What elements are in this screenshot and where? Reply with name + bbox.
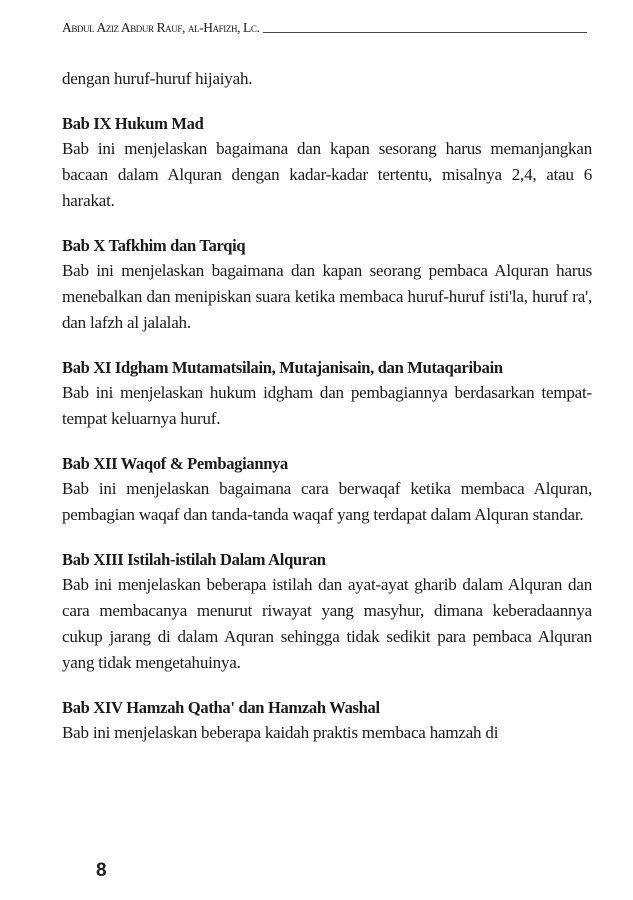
section-bab-12 [62, 452, 592, 528]
section-body: Bab ini menjelaskan beberapa istilah dan ayat-ayat gharib dalam Alquran dan cara membacanya menurut riwayat yang masyhur, dimana keberadaannya cukup jarang di dalam Aquran sehingga tidak sedikit para pembaca Alquran yang tidak mengetahuinya. [62, 575, 592, 672]
section-heading: Bab XIII Istilah-istilah Dalam Alquran [62, 550, 326, 569]
section-heading: Bab IX Hukum Mad [62, 114, 204, 133]
section-heading: Bab XIV Hamzah Qatha' dan Hamzah Washal [62, 698, 380, 717]
section-body: Bab ini menjelaskan bagaimana cara berwaqaf ketika membaca Alquran, pembagian waqaf dan tanda-tanda waqaf yang terdapat dalam Alquran standar. [62, 479, 592, 524]
section-heading: Bab XI Idgham Mutamatsilain, Mutajanisain, dan Mutaqaribain [62, 358, 503, 377]
section-body: Bab ini menjelaskan hukum idgham dan pembagiannya berdasarkan tempat-tempat keluarnya huruf. [62, 383, 592, 428]
section-body: Bab ini menjelaskan bagaimana dan kapan seorang pembaca Alquran harus menebalkan dan menipiskan suara ketika membaca huruf-huruf isti'la, huruf ra', dan lafzh al jalalah. [62, 261, 592, 332]
running-head-title: Abdul Aziz Abdur Rauf, al-Hafizh, Lc. [62, 20, 260, 35]
section-heading: Bab XII Waqof & Pembagiannya [62, 454, 289, 473]
section-bab-11 [62, 356, 592, 432]
page-body [62, 66, 592, 746]
section-bab-14 [62, 696, 592, 746]
running-head [62, 20, 587, 36]
section-heading: Bab X Tafkhim dan Tarqiq [62, 236, 246, 255]
section-body: Bab ini menjelaskan bagaimana dan kapan sesorang harus memanjangkan bacaan dalam Alquran dengan kadar-kadar tertentu, misalnya 2,4, atau 6 harakat. [62, 139, 592, 210]
section-body: Bab ini menjelaskan beberapa kaidah praktis membaca hamzah di [62, 723, 499, 742]
page-number: 8 [96, 860, 107, 881]
intro-paragraph: dengan huruf-huruf hijaiyah. [62, 69, 253, 88]
running-head-rule [263, 32, 587, 33]
section-bab-9 [62, 112, 592, 214]
section-bab-13 [62, 548, 592, 676]
section-bab-10 [62, 234, 592, 336]
